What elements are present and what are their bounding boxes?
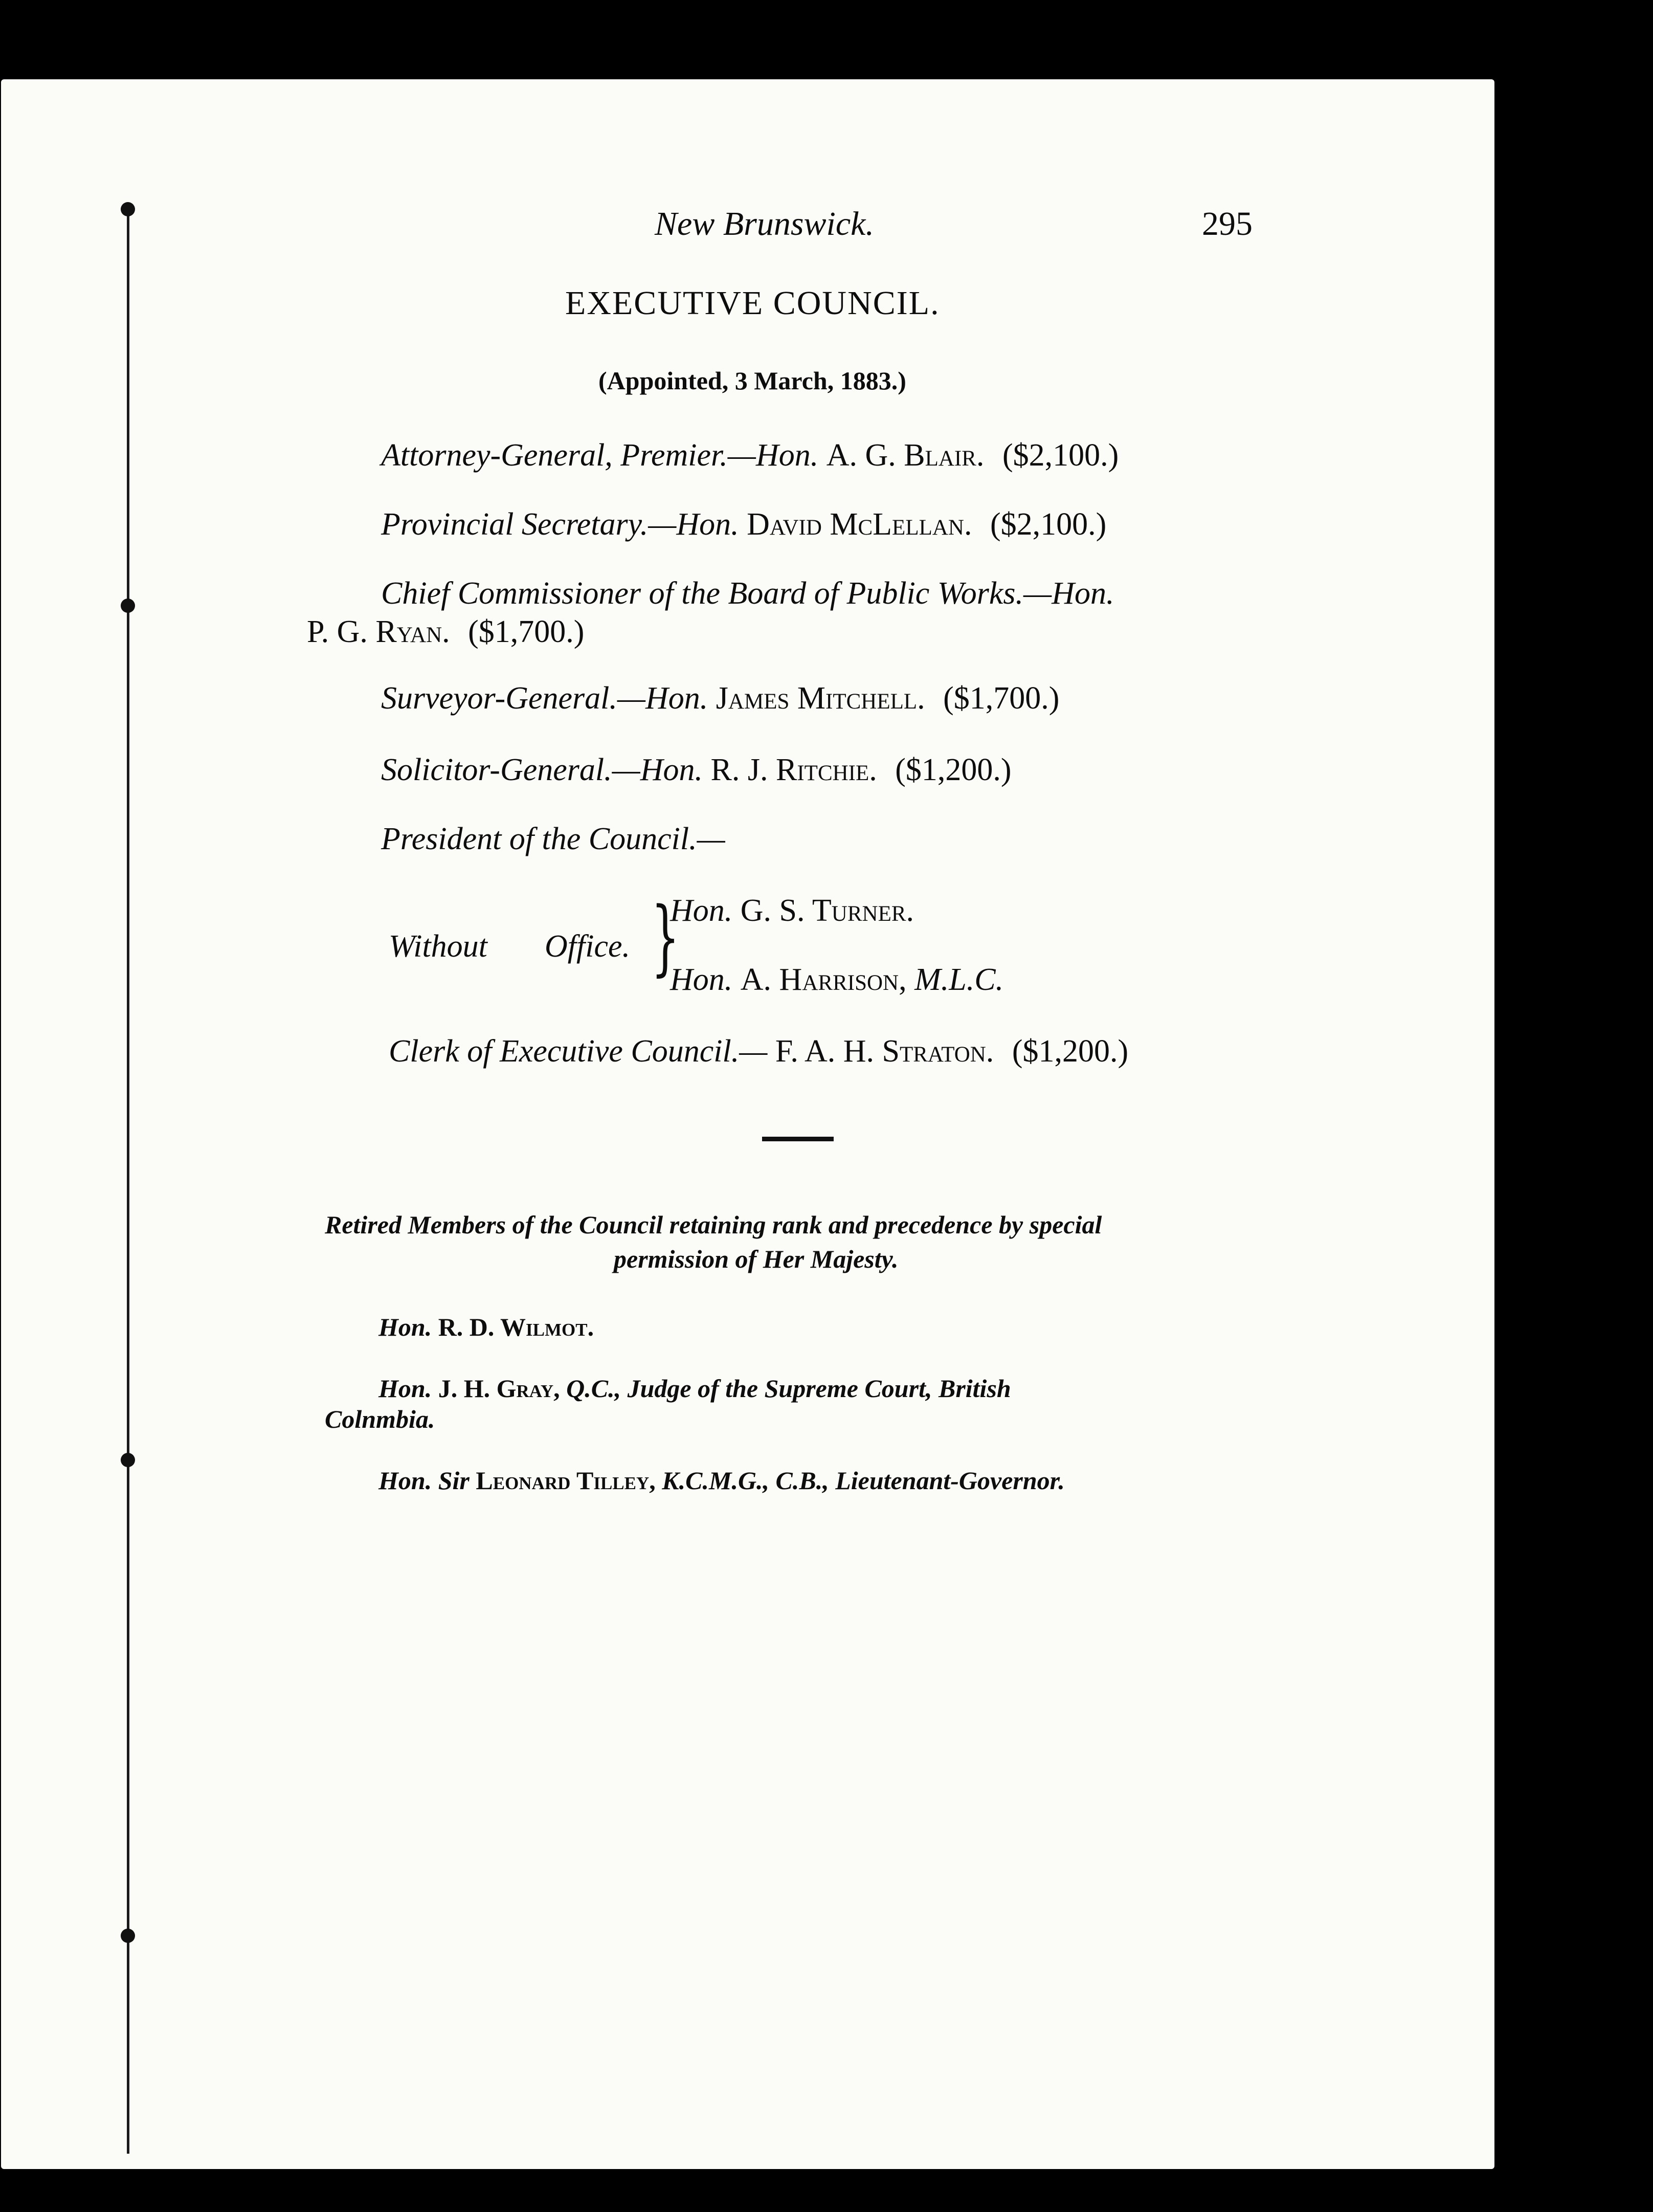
salary: ($1,700.) [468,614,585,649]
retired-member [378,1466,1065,1495]
salary: ($1,700.) [943,681,1060,716]
retired-heading-continued: permission of Her Majesty. [614,1245,899,1273]
honorific: Hon. [378,1466,432,1495]
binding-edge [127,205,129,2154]
office-title: Solicitor-General.—Hon. [381,753,703,787]
member-name: Leonard Tilley, [476,1466,656,1495]
without-office-member [670,893,914,929]
running-title: New Brunswick. [655,205,874,242]
retired-member [378,1312,594,1342]
office-title: Clerk of Executive Council.— [389,1034,768,1069]
member-name: R. J. Ritchie. [710,753,877,787]
council-entry-continued [307,614,584,650]
binding-mark [121,1929,135,1943]
salary: ($1,200.) [1012,1034,1129,1069]
honorific: Hon. [378,1374,432,1403]
member-name: F. A. H. Straton. [775,1034,994,1069]
office-title: Attorney-General, Premier.—Hon. [381,438,819,473]
member-name: A. Harrison, [740,962,907,997]
office-title: Provincial Secretary.—Hon. [381,507,739,542]
office-label: Office. [545,929,630,964]
council-entry [381,437,1119,474]
brace-symbol: } [651,889,680,985]
page-number: 295 [1202,205,1253,242]
binding-mark [121,202,135,216]
member-name: David McLellan. [747,507,972,542]
member-description: K.C.M.G., C.B., Lieutenant-Governor. [662,1466,1065,1495]
member-description-continued: Colnmbia. [325,1405,435,1433]
salary: ($2,100.) [990,507,1107,542]
member-name: J. H. Gray, [438,1374,560,1403]
section-title: EXECUTIVE COUNCIL. [565,284,940,322]
name-prefix: Sir [438,1466,470,1495]
appointed-date: (Appointed, 3 March, 1883.) [598,366,906,395]
president-title: President of the Council.— [381,822,725,856]
retired-member [378,1374,1011,1403]
member-name: A. G. Blair. [826,438,985,473]
clerk-entry [389,1033,1128,1070]
binding-mark [121,599,135,613]
office-title: Surveyor-General.—Hon. [381,681,708,716]
salary: ($2,100.) [1002,438,1119,473]
without-label: Without [389,929,487,964]
binding-mark [121,1453,135,1467]
member-name: James Mitchell. [716,681,925,716]
member-name: R. D. Wilmot. [438,1313,594,1341]
council-entry [381,680,1059,717]
member-description: Q.C., Judge of the Supreme Court, British [566,1374,1011,1403]
without-office-member [670,962,1003,998]
retired-heading: Retired Members of the Council retaining rank and precedence by special [325,1210,1102,1239]
office-title: Chief Commissioner of the Board of Public Works.—Hon. [381,576,1114,611]
member-name: G. S. Turner. [740,893,914,928]
section-divider [762,1137,834,1141]
salary: ($1,200.) [895,753,1012,787]
honorific: Hon. [670,893,733,928]
council-entry [381,506,1106,543]
honorific: Hon. [378,1313,432,1341]
member-name: P. G. Ryan. [307,614,450,649]
council-entry [381,752,1012,788]
honorific: Hon. [670,962,733,997]
member-suffix: M.L.C. [914,962,1004,997]
